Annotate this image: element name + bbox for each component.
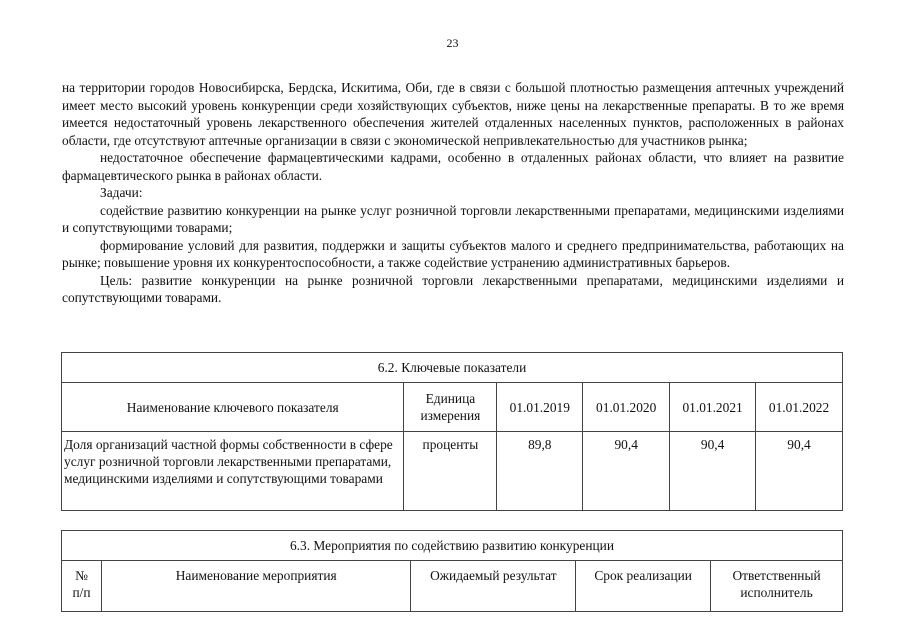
column-header-2022: 01.01.2022 xyxy=(756,383,843,432)
value-2019: 89,8 xyxy=(497,432,583,511)
paragraph: Задачи: xyxy=(100,185,143,200)
paragraph: содействие развитию конкуренции на рынке услуг розничной торговли лекарственными препаратами, медицинскими изделиями и сопутствующими товарами; xyxy=(62,202,844,235)
competition-actions-table xyxy=(61,530,843,612)
column-header-term: Срок реализации xyxy=(576,561,711,612)
paragraph: формирование условий для развития, поддержки и защиты субъектов малого и среднего предпринимательства, работающих на рынке; повышение уровня их конкурентоспособности, а также содействие устранению административных барьеров. xyxy=(62,237,844,270)
indicator-name: Доля организаций частной формы собственности в сфере услуг розничной торговли лекарственными препаратами, медицинскими изделиями и сопутствующими товарами xyxy=(62,432,404,511)
column-header-2020: 01.01.2020 xyxy=(583,383,670,432)
table-caption: 6.2. Ключевые показатели xyxy=(62,353,843,383)
body-text xyxy=(62,79,844,307)
table-caption: 6.3. Мероприятия по содействию развитию конкуренции xyxy=(62,531,843,561)
column-header-number: № п/п xyxy=(62,561,102,612)
key-indicators-table xyxy=(61,352,843,511)
column-header-expected-result: Ожидаемый результат xyxy=(411,561,576,612)
value-2022: 90,4 xyxy=(756,432,843,511)
page-number: 23 xyxy=(446,36,459,50)
value-2020: 90,4 xyxy=(583,432,670,511)
indicator-unit: проценты xyxy=(404,432,497,511)
column-header-executor: Ответственный исполнитель xyxy=(711,561,843,612)
paragraph: недостаточное обеспечение фармацевтическими кадрами, особенно в отдаленных районах области, что влияет на развитие фармацевтического рынка в районах области. xyxy=(62,150,844,183)
column-header-2019: 01.01.2019 xyxy=(497,383,583,432)
paragraph: на территории городов Новосибирска, Бердска, Искитима, Оби, где в связи с большой плотностью размещения аптечных учреждений имеет место высокий уровень конкуренции среди хозяйствующих субъектов, ниже цены на лекарственные препараты. В то же время имеется недостаточный уровень лекарственного обеспечения жителей отдаленных населенных пунктов, расположенных в районах области, где отсутствуют аптечные организации в связи с экономической непривлекательностью для участников рынка; xyxy=(62,80,844,148)
column-header-action-name: Наименование мероприятия xyxy=(101,561,410,612)
table-row xyxy=(62,432,843,511)
column-header-name: Наименование ключевого показателя xyxy=(62,383,404,432)
value-2021: 90,4 xyxy=(670,432,756,511)
paragraph: Цель: развитие конкуренции на рынке розничной торговли лекарственными препаратами, медицинскими изделиями и сопутствующими товарами. xyxy=(62,272,844,305)
column-header-unit: Единица измерения xyxy=(404,383,497,432)
column-header-2021: 01.01.2021 xyxy=(670,383,756,432)
